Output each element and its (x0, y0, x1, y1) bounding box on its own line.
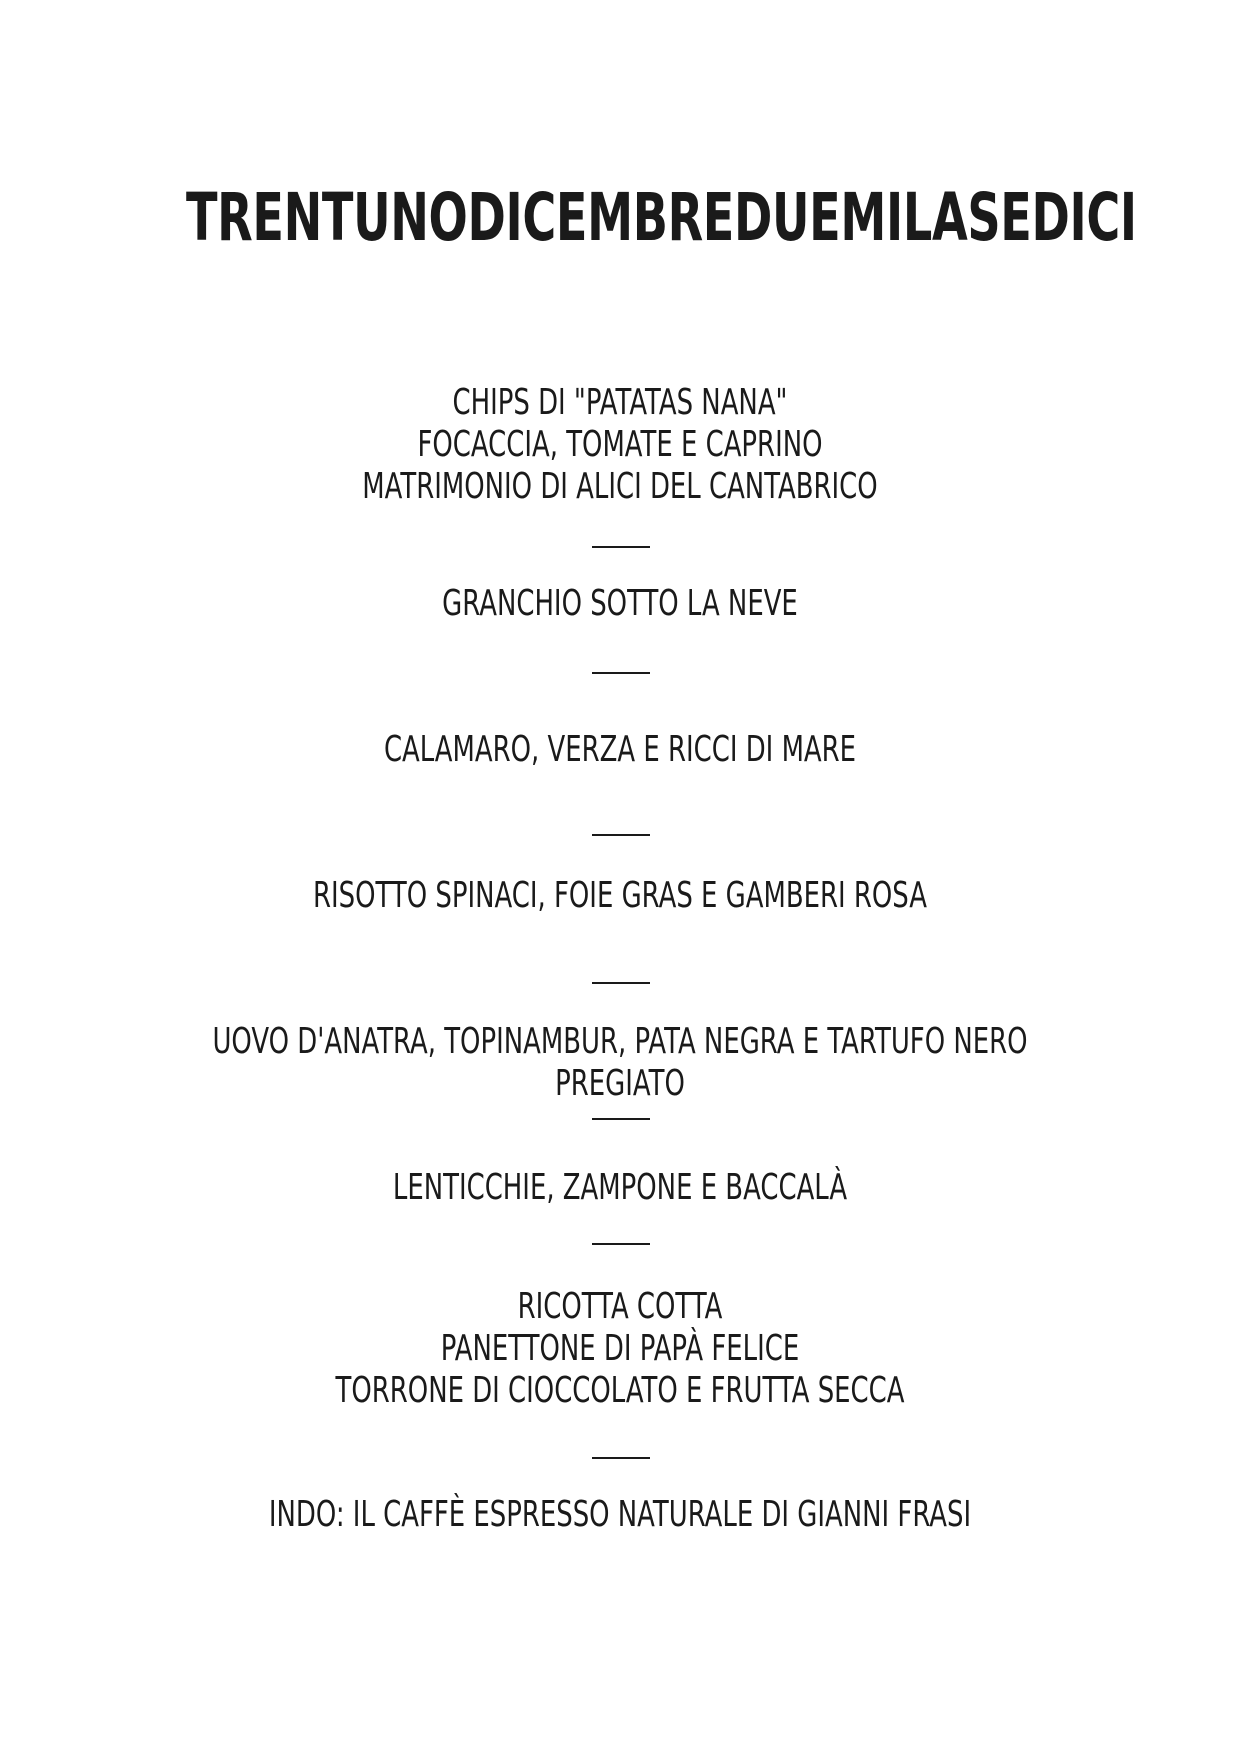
course-6-line-1: LENTICCHIE, ZAMPONE E BACCALÀ (392, 1167, 848, 1208)
course-8-line-1: INDO: IL CAFFÈ ESPRESSO NATURALE DI GIANNI FRASI (268, 1494, 972, 1535)
course-6 (174, 1167, 1067, 1209)
course-3-line-1: CALAMARO, VERZA E RICCI DI MARE (383, 729, 857, 770)
course-4-line-1: RISOTTO SPINACI, FOIE GRAS E GAMBERI ROSA (313, 875, 927, 916)
course-divider (592, 1243, 650, 1245)
course-divider (592, 672, 650, 674)
course-divider (592, 1457, 650, 1459)
course-5 (174, 1021, 1067, 1105)
menu-title: TRENTUNODICEMBREDUEMILASEDICI (186, 179, 1137, 256)
course-3 (174, 729, 1067, 771)
course-8 (174, 1494, 1067, 1536)
course-5-line-1: UOVO D'ANATRA, TOPINAMBUR, PATA NEGRA E TARTUFO NERO PREGIATO (212, 1021, 1028, 1104)
course-2 (174, 583, 1067, 625)
course-7-line-1: RICOTTA COTTA (517, 1286, 723, 1327)
course-divider (592, 834, 650, 836)
course-1-line-3: MATRIMONIO DI ALICI DEL CANTABRICO (362, 466, 878, 507)
course-7 (174, 1286, 1067, 1412)
course-divider (592, 1118, 650, 1120)
course-1-line-2: FOCACCIA, TOMATE E CAPRINO (417, 424, 823, 465)
course-7-line-2: PANETTONE DI PAPÀ FELICE (440, 1328, 800, 1369)
course-1-line-1: CHIPS DI "PATATAS NANA" (452, 382, 788, 423)
course-4 (174, 875, 1067, 917)
course-divider (592, 982, 650, 984)
course-divider (592, 546, 650, 548)
course-1 (174, 382, 1067, 508)
course-2-line-1: GRANCHIO SOTTO LA NEVE (442, 583, 798, 624)
course-7-line-3: TORRONE DI CIOCCOLATO E FRUTTA SECCA (335, 1370, 905, 1411)
